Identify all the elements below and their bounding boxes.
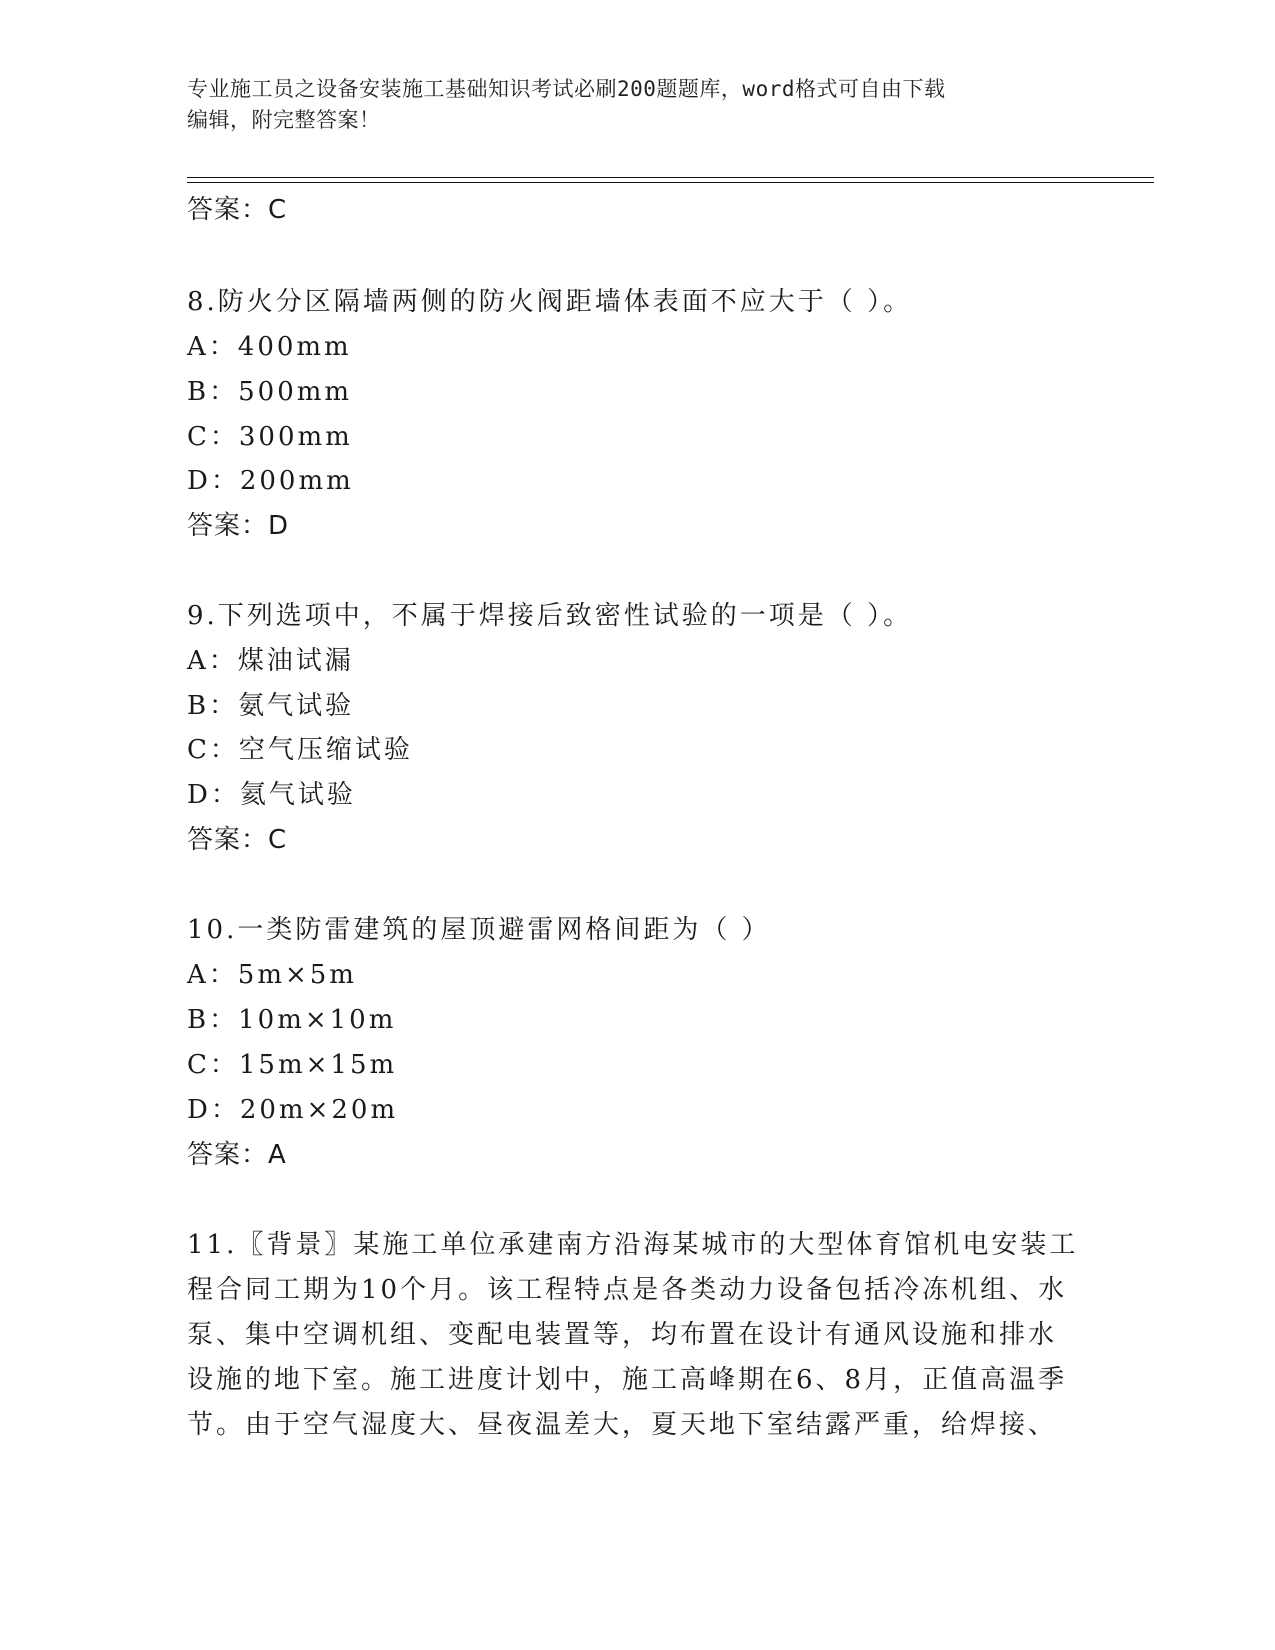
question-11-line-2: 程合同工期为10个月。该工程特点是各类动力设备包括冷冻机组、水: [187, 1275, 1068, 1305]
question-8-stem: 8.防火分区隔墙两侧的防火阀距墙体表面不应大于（ ）。: [187, 287, 913, 317]
header-line-2: 编辑，附完整答案！: [187, 108, 381, 132]
question-9-option-a: A：煤油试漏: [187, 646, 354, 676]
question-11-line-4: 设施的地下室。施工进度计划中，施工高峰期在6、8月，正值高温季: [187, 1365, 1068, 1395]
question-8-option-b: B：500mm: [187, 377, 353, 407]
question-10-stem: 10.一类防雷建筑的屋顶避雷网格间距为（ ）: [187, 915, 771, 945]
question-8-answer: 答案：D: [187, 511, 290, 541]
question-9-answer: 答案：C: [187, 825, 288, 855]
question-9-option-d: D：氦气试验: [187, 780, 356, 810]
question-9-stem: 9.下列选项中，不属于焊接后致密性试验的一项是（ ）。: [187, 601, 913, 631]
question-10-answer: 答案：A: [187, 1140, 287, 1170]
question-11-line-5: 节。由于空气湿度大、昼夜温差大，夏天地下室结露严重，给焊接、: [187, 1410, 1058, 1440]
question-8-option-a: A：400mm: [187, 332, 352, 362]
question-8-option-d: D：200mm: [187, 466, 354, 496]
header-line-1: 专业施工员之设备安装施工基础知识考试必刷200题题库，word格式可自由下载: [187, 77, 946, 101]
question-8-option-c: C：300mm: [187, 422, 353, 452]
question-9-option-c: C：空气压缩试验: [187, 735, 413, 765]
question-10-option-b: B：10m×10m: [187, 1005, 397, 1035]
question-10-option-d: D：20m×20m: [187, 1095, 399, 1125]
question-10-option-a: A：5m×5m: [187, 960, 357, 990]
question-11-line-3: 泵、集中空调机组、变配电装置等，均布置在设计有通风设施和排水: [187, 1320, 1058, 1350]
previous-answer: 答案：C: [187, 195, 288, 225]
question-9-option-b: B：氨气试验: [187, 691, 355, 721]
question-11-line-1: 11.〖背景〗某施工单位承建南方沿海某城市的大型体育馆机电安装工: [187, 1230, 1079, 1260]
header-divider-top: [187, 177, 1154, 178]
question-10-option-c: C：15m×15m: [187, 1050, 398, 1080]
document-header: [187, 74, 1067, 136]
header-divider-bottom: [187, 182, 1154, 183]
